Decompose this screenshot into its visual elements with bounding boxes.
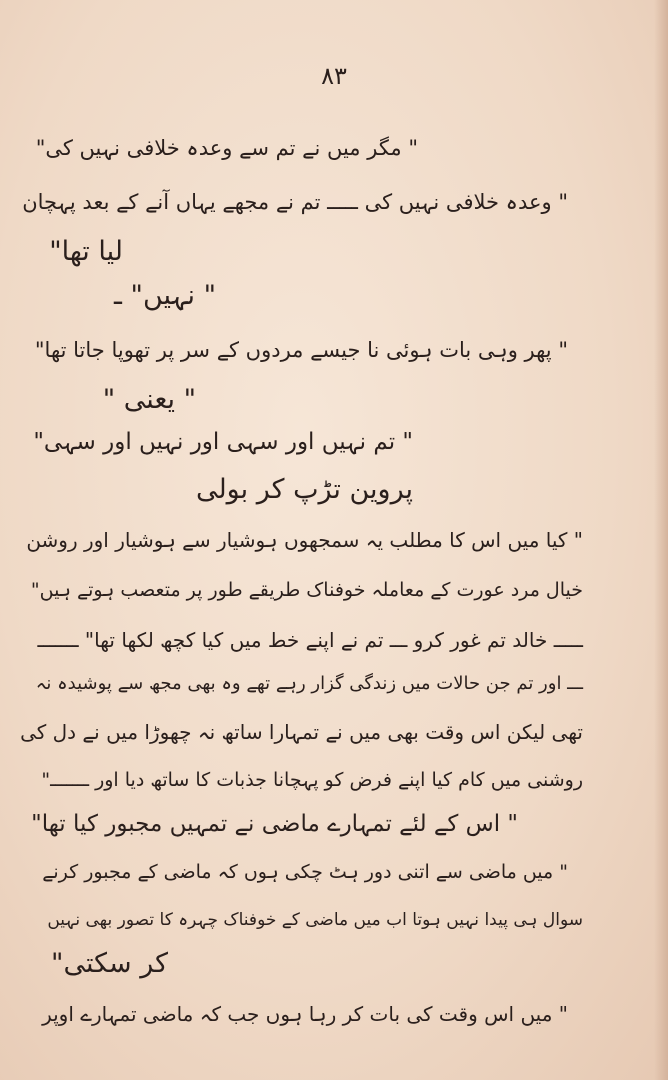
- text-line: " وعدہ خلافی نہیں کی ـــــ تم نے مجھے یہاں آنے کے بعد پہچان: [22, 190, 568, 214]
- page-number: ۸۳: [321, 62, 347, 90]
- text-line: " نہیں" ـ: [114, 280, 216, 311]
- text-line: " تم نہیں اور سہی اور نہیں اور سہی": [33, 429, 413, 455]
- text-line: " اس کے لئے تمہارے ماضی نے تمہیں مجبور کیا تھا": [31, 811, 518, 837]
- text-line: " یعنی ": [102, 384, 196, 415]
- text-line: " مگر میں نے تم سے وعدہ خلافی نہیں کی": [35, 136, 418, 160]
- text-line: روشنی میں کام کیا اپنے فرض کو پہچانا جذبات کا ساتھ دیا اور ـــــــ": [41, 769, 583, 791]
- text-line: " کیا میں اس کا مطلب یہ سمجھوں ہوشیار سے ہوشیار اور روشن: [26, 528, 583, 552]
- text-line: " میں اس وقت کی بات کر رہا ہوں جب کہ ماضی تمہارے اوپر: [42, 1002, 568, 1026]
- text-line: ـــــ خالد تم غور کرو ـــ تم نے اپنے خط میں کیا کچھ لکھا تھا" ـــــــ: [37, 628, 583, 652]
- text-line: " میں ماضی سے اتنی دور ہٹ چکی ہوں کہ ماضی کے مجبور کرنے: [42, 861, 568, 883]
- text-line: ـــ اور تم جن حالات میں زندگی گزار رہے تھے وہ بھی مجھ سے پوشیدہ نہ: [35, 673, 583, 694]
- text-line: " پھر وہی بات ہوئی نا جیسے مردوں کے سر پر تھوپا جاتا تھا": [34, 338, 568, 362]
- text-line: سوال ہی پیدا نہیں ہوتا اب میں ماضی کے خوفناک چہرہ کا تصور بھی نہیں: [47, 910, 583, 930]
- text-line: کر سکتی": [51, 948, 168, 979]
- text-line: لیا تھا": [49, 236, 123, 267]
- text-line: تھی لیکن اس وقت بھی میں نے تمہارا ساتھ نہ چھوڑا میں نے دل کی: [20, 720, 583, 744]
- text-line: خیال مرد عورت کے معاملہ خوفناک طریقے طور پر متعصب ہوتے ہیں": [30, 579, 583, 601]
- text-line: پروین تڑپ کر بولی: [195, 474, 413, 505]
